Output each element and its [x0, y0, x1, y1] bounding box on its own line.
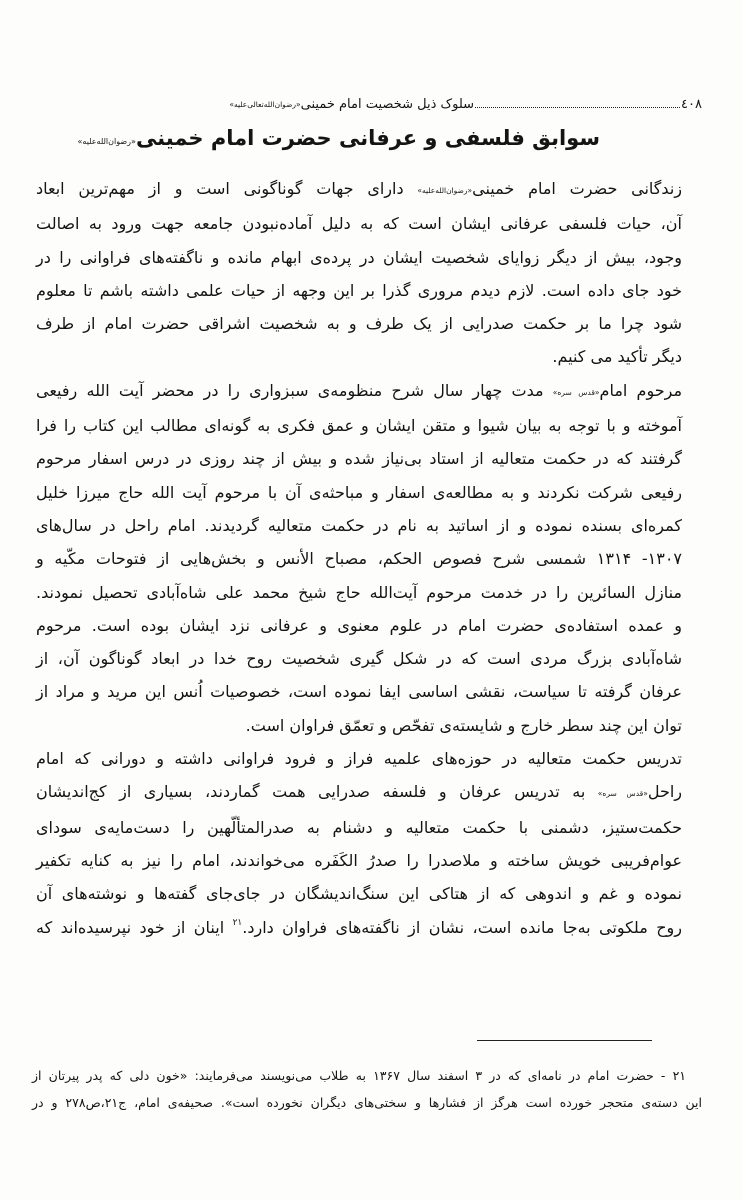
footnote-line: این دسته‌ی متحجر خورده است هرگز از فشارها و سختی‌های دیگران نخورده است». صحیفه‌ی امام، ج۲۱،ص۲۷۸ و در	[32, 1095, 702, 1110]
paragraph	[36, 374, 702, 742]
text-line: نموده و غم و اندوهی که از هتاکی این سنگ‌اندیشگان در جای‌جای گفته‌ها و نوشته‌های آن	[36, 884, 682, 904]
text-line	[36, 374, 702, 409]
text-line: توان این چند سطر خارج و شایسته‌ی تفحّص و تعمّق فراوان است.	[245, 715, 682, 735]
text-line: عوام‌فریبی خویش ساخته و ملاصدرا را صدرُ الکَفَره می‌خواندند، امام را نیز به کنایه تکفیر	[36, 850, 682, 870]
text-line: آموخته و با توجه به بیان شیوا و متقن ایشان و عمق فکری به گونه‌ای مطالب این کتاب را فرا	[36, 416, 682, 436]
text-run: مدت چهار سال شرح منظومه‌ی سبزواری را در محضر آیت الله رفیعی	[36, 380, 553, 400]
text-run: زندگانی حضرت امام خمینی	[472, 179, 683, 198]
section-title-text: سوابق فلسفی و عرفانی حضرت امام خمینی	[135, 126, 600, 150]
running-header-title-text: سلوک ذیل شخصیت امام خمینی	[300, 97, 475, 112]
text-line: شود چرا ما بر حکمت صدرایی از یک طرف و به شخصیت اشراقی حضرت امام از طرف	[36, 314, 682, 334]
paragraph	[36, 742, 702, 944]
honorific: «قدس سره»	[552, 387, 600, 397]
honorific: «رضوان‌الله‌علیه»	[417, 186, 473, 195]
page-number: ٤٠٨	[681, 97, 702, 112]
footnote-line: ۲۱ - حضرت امام در نامه‌ای که در ۳ اسفند سال ۱۳۶۷ به طلاب می‌نویسند می‌فرمایند: «خون دلی که پدر پیرتان از	[32, 1068, 687, 1083]
text-line	[36, 911, 702, 944]
text-line: گرفتند که در حکمت متعالیه از استاد بی‌نیاز شده و بیش از چند روزی در درس اسفار مرحوم	[36, 449, 682, 469]
section-title	[78, 126, 600, 150]
text-line: وجود، بیش از دیگر زوایای شخصیت ایشان در پرده‌ی ابهام مانده و ناگفته‌های فراوانی را در	[36, 247, 682, 267]
text-line: آن، حیات فلسفی عرفانی ایشان است که به دلیل آماده‌نبودن جامعه جهت ورود به اصالت	[36, 214, 682, 234]
running-header	[32, 90, 702, 112]
text-line: حکمت‌ستیز، دشمنی با حکمت متعالیه و دشنام به صدرالمتألّهین را دست‌مایه‌ی سودای	[36, 817, 682, 837]
text-line: و عمده استفاده‌ی حضرت امام در علوم معنوی و عرفانی نزد ایشان بوده است. مرحوم	[36, 615, 682, 635]
body-text	[36, 172, 702, 944]
text-line: دیگر تأکید می کنیم.	[552, 347, 682, 367]
header-honorific: «رضوان‌الله‌تعالی‌علیه»	[229, 100, 301, 109]
text-run: روح ملکوتی به‌جا مانده است، نشان از ناگفته‌های فراوان دارد.	[242, 917, 683, 937]
text-run: مرحوم امام	[599, 380, 683, 400]
text-line: منازل السائرین را در خدمت مرحوم آیت‌الله حاج شیخ محمد علی شاه‌آبادی تحصیل نمودند.	[36, 582, 682, 602]
text-line: ۱۳۰۷- ۱۳۱۴ شمسی شرح فصوص الحکم، مصباح الأنس و بخش‌هایی از فتوحات مکّیه و	[36, 549, 682, 569]
footnote-reference[interactable]: ۲۱	[232, 917, 243, 928]
footnotes	[32, 1062, 702, 1116]
text-line: تدریس حکمت متعالیه در حوزه‌های علمیه فراز و فرود فراوانی داشته و دورانی که امام	[36, 749, 682, 769]
text-line: خود جای داده است. لازم دیدم مروری گذرا بر این وجهه از حیات علمی داشته باشم تا معلوم	[36, 280, 682, 300]
footnote-separator	[477, 1040, 652, 1041]
running-header-title	[229, 97, 474, 112]
text-run: دارای جهات گوناگونی است و از مهم‌ترین ابعاد	[36, 179, 418, 198]
text-line	[36, 172, 702, 207]
text-line: شاه‌آبادی بزرگ مردی است که در شکل گیری شخصیت روح خدا در ابعاد گوناگون آن، از	[36, 649, 682, 669]
text-line: کمره‌ای بسنده نموده و از اساتید به نام در حکمت متعالیه گردیدند. امام راحل در سال‌های	[36, 515, 682, 535]
text-line	[36, 775, 702, 810]
text-line: رفیعی شرکت نکردند و به مطالعه‌ی اسفار و مباحثه‌ی آن با مرحوم آیت الله حاج میرزا خلیل	[36, 482, 682, 502]
honorific: «قدس سره»	[597, 789, 648, 799]
text-run: اینان از خود نپرسیده‌اند که	[36, 917, 233, 937]
paragraph	[36, 172, 702, 374]
text-run: راحل	[647, 782, 683, 802]
section-title-honorific: «رضوان‌الله‌علیه»	[77, 137, 136, 146]
text-run: به تدریس عرفان و فلسفه صدرایی همت گماردند، بسیاری از کج‌اندیشان	[36, 782, 598, 802]
text-line: عرفان گرفته تا سیاست، نقشی اساسی ایفا نموده است، خصوصیات اُنس این مرید و مراد از	[36, 682, 682, 702]
header-leader-dots	[475, 107, 680, 108]
